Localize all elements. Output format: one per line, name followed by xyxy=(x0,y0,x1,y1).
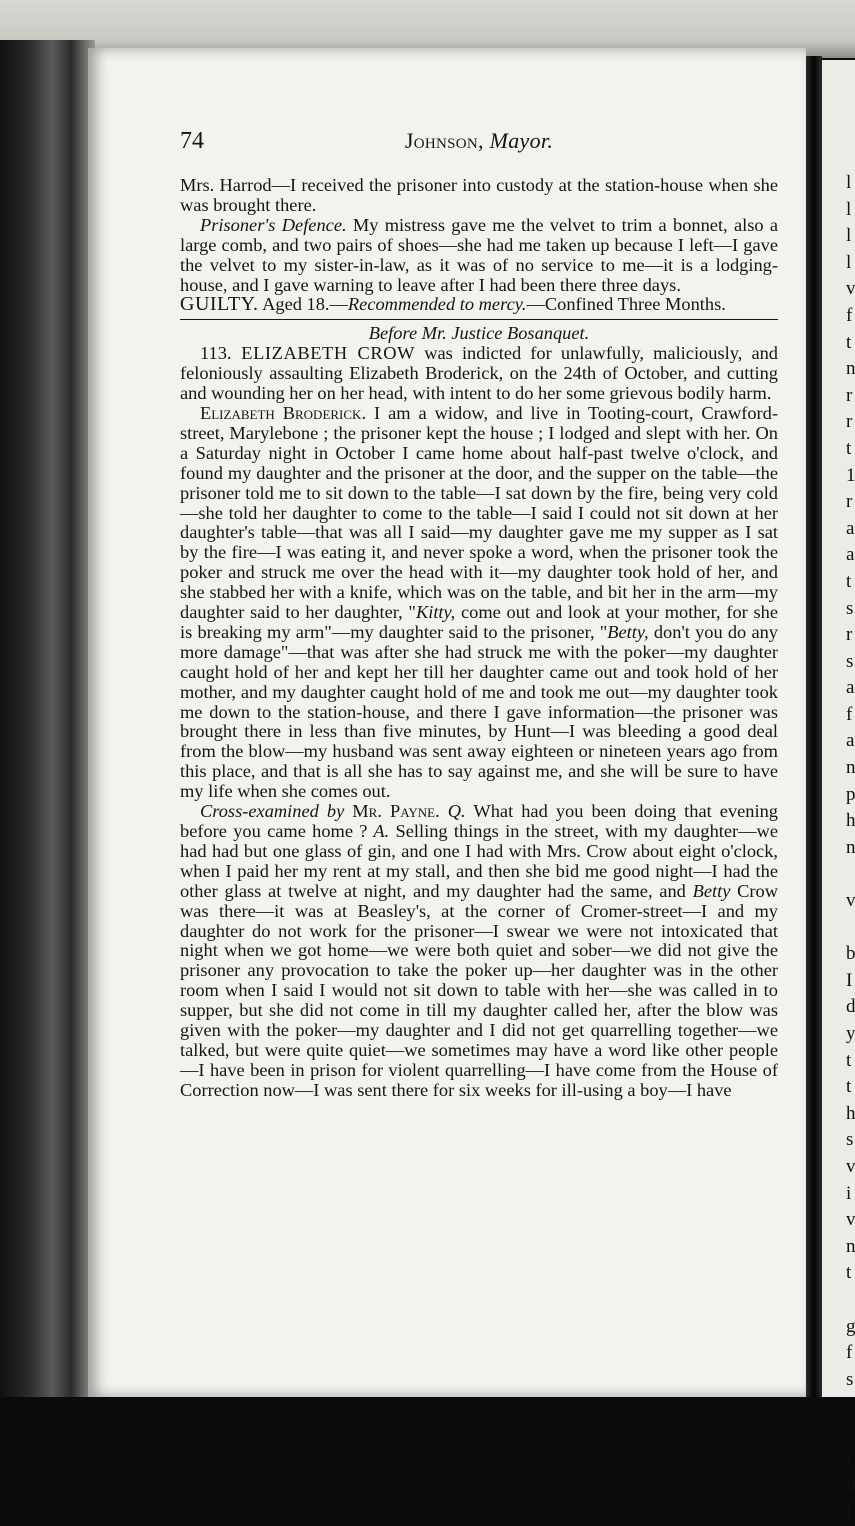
paragraph-testimony xyxy=(180,404,778,802)
facing-page-letters xyxy=(846,170,855,1526)
paragraph-indictment xyxy=(180,344,778,404)
book-gutter xyxy=(806,56,822,1397)
indictment-text: was indicted for unlawfully, maliciously, and feloniously assaulting Elizabeth Broderick, on the 24th of October, and cutting and wounding her on her head, with intent to do her some grievous bodily harm. xyxy=(180,343,778,404)
name-betty-cross: Betty xyxy=(692,880,731,901)
section-divider xyxy=(180,319,778,320)
paragraph-defence xyxy=(180,216,778,296)
defence-label: Prisoner's Defence. xyxy=(200,214,347,235)
running-head xyxy=(180,128,778,154)
page-number: 74 xyxy=(180,128,204,154)
name-kitty: Kitty, xyxy=(415,602,456,623)
counsel-name: Mr. Payne. xyxy=(344,801,440,822)
verdict-recommendation: Recommended to mercy. xyxy=(347,294,527,315)
testimony-part-1: I am a widow, and live in Tooting-court, Crawford-street, Marylebone ; the prisoner kept the house ; I lodged and slept with her. On a Saturday night in October I came home about half-past twelve o'clock, and found my daughter and the prisoner at the door, and the supper on the table—the prisoner told me to sit down to the table—I sat down by the fire, being very cold—she told her daughter to come to the table—I said I could not sit down at her daughter's table—that was all I said—my daughter gave me my supper as I sat by the fire—I was eating it, and never spoke a word, when the prisoner took the poker and struck me over the head with it—my daughter took hold of her, and she stabbed her with a knife, which was on the table, and bit her in the arm—my daughter said to her daughter, " xyxy=(180,402,778,623)
paragraph-cross-examination xyxy=(180,802,778,1101)
verdict-age: Aged 18.— xyxy=(258,294,348,315)
verdict-sentence: —Confined Three Months. xyxy=(526,294,726,315)
paragraph-harrod xyxy=(180,176,778,216)
question-text: What had you been doing that evening before you came home ? xyxy=(180,801,778,841)
verdict-word: GUILTY. xyxy=(180,293,259,316)
case-number: 113. xyxy=(200,343,232,364)
harrod-text: Mrs. Harrod—I received the prisoner into custody at the station-house when she was brought there. xyxy=(180,175,778,215)
body-text xyxy=(180,176,778,1101)
witness-name: Elizabeth Broderick. xyxy=(200,402,367,423)
running-head-name: Johnson, xyxy=(404,128,484,153)
verdict-line xyxy=(180,295,778,315)
judge-heading: Before Mr. Justice Bosanquet. xyxy=(368,323,590,344)
defence-text: My mistress gave me the velvet to trim a bonnet, also a large comb, and two pairs of shoes—she had me taken up because I left—I gave the velvet to my sister-in-law, as it was of no service to me—it is a lodging-house, and I gave warning to leave after I had been there three days. xyxy=(180,214,779,295)
cross-label: Cross-examined by xyxy=(200,801,345,822)
facing-page-letter-column: l l l l v f t n r r t 1 r a a t s r s a f a n p h n v b I d y t t h s v i v n t g f s s s t h I xyxy=(846,172,855,1523)
answer-part-1: Selling things in the street, with my daughter—we had had but one glass of gin, and one I had with Mrs. Crow about eight o'clock, when I paid her my rent at my stall, and then she bid me good night—I had the other glass at twelve at night, and my daughter had the same, and xyxy=(180,821,778,901)
defendant-name: ELIZABETH CROW xyxy=(231,343,416,364)
name-betty: Betty, xyxy=(607,621,649,642)
answer-marker: A. xyxy=(367,821,390,841)
question-marker: Q. xyxy=(439,801,466,822)
answer-part-2: Crow was there—it was at Beasley's, at the corner of Cromer-street—I and my daughter do not work for the prisoner—I swear we were not intoxicated that night when we got home—we were both quiet and sober—we did not give the prisoner any provocation to take the poker up—her daughter was in the other room when I said I would not sit down to table with her—she was called in to supper, but she did not come in till my daughter called her, after the blow was given with the poker—my daughter and I did not get quarrelling together—we talked, but were quite quiet—we sometimes may have a word like other people—I have been in prison for violent quarrelling—I have come from the House of Correction now—I was sent there for six weeks for ill-using a boy—I have xyxy=(180,880,778,1100)
page-header xyxy=(180,128,778,158)
testimony-part-2: come out and look at your mother, for she is breaking my arm"—my daughter said to the prisoner, " xyxy=(180,602,778,642)
book-binding xyxy=(0,40,95,1397)
running-head-title: Mayor. xyxy=(489,128,554,153)
testimony-part-3: don't you do any more damage"—that was after she had struck me with the poker—my daughter caught hold of her and kept her till her daughter came out and took hold of her mother, and my daughter caught hold of me and took me out—my daughter took me down to the station-house, and there I gave information—the prisoner was brought there in less than five minutes, by Hunt—I was bleeding a good deal from the blow—my husband was sent away eighteen or nineteen years ago from this place, and that is all she has to say against me, and she will be sure to have my life when she comes out. xyxy=(180,621,778,802)
